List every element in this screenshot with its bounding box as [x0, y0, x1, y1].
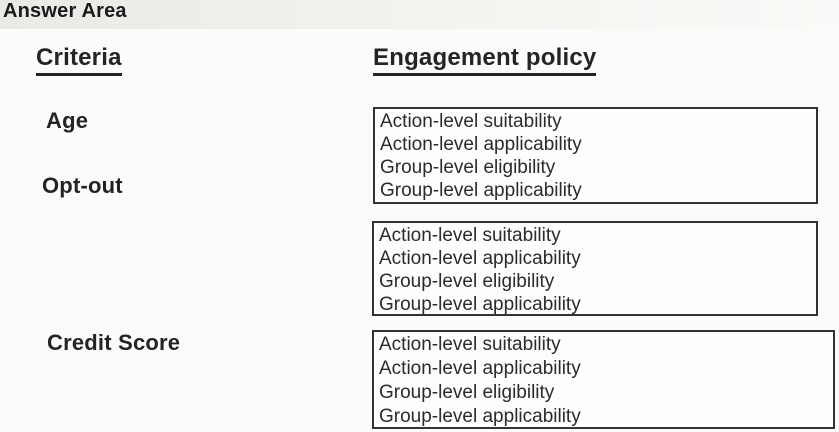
- policy-option-group-eligibility[interactable]: Group-level eligibility: [379, 382, 555, 403]
- policy-option-group-applicability[interactable]: Group-level applicability: [380, 180, 582, 201]
- criterion-age: Age: [46, 108, 89, 133]
- policy-column-header: Engagement policy: [373, 44, 596, 76]
- criterion-credit-score: Credit Score: [47, 330, 181, 355]
- policy-option-action-applicability[interactable]: Action-level applicability: [379, 358, 581, 379]
- criteria-column-header: Criteria: [36, 44, 122, 76]
- policy-option-action-applicability[interactable]: Action-level applicability: [380, 134, 582, 155]
- policy-option-group-applicability[interactable]: Group-level applicability: [379, 406, 581, 427]
- policy-option-action-suitability[interactable]: Action-level suitability: [379, 334, 561, 355]
- policy-option-action-applicability[interactable]: Action-level applicability: [379, 248, 581, 269]
- policy-listbox-credit-score: [372, 330, 835, 429]
- policy-option-action-suitability[interactable]: Action-level suitability: [379, 225, 561, 246]
- policy-option-group-eligibility[interactable]: Group-level eligibility: [380, 157, 556, 178]
- policy-option-group-applicability[interactable]: Group-level applicability: [379, 294, 581, 315]
- answer-area-title: Answer Area: [3, 0, 127, 22]
- policy-listbox-opt-out: [372, 221, 818, 316]
- policy-listbox-age: [373, 107, 818, 204]
- criterion-opt-out: Opt-out: [42, 173, 123, 198]
- policy-option-group-eligibility[interactable]: Group-level eligibility: [379, 271, 555, 292]
- policy-option-action-suitability[interactable]: Action-level suitability: [380, 111, 562, 132]
